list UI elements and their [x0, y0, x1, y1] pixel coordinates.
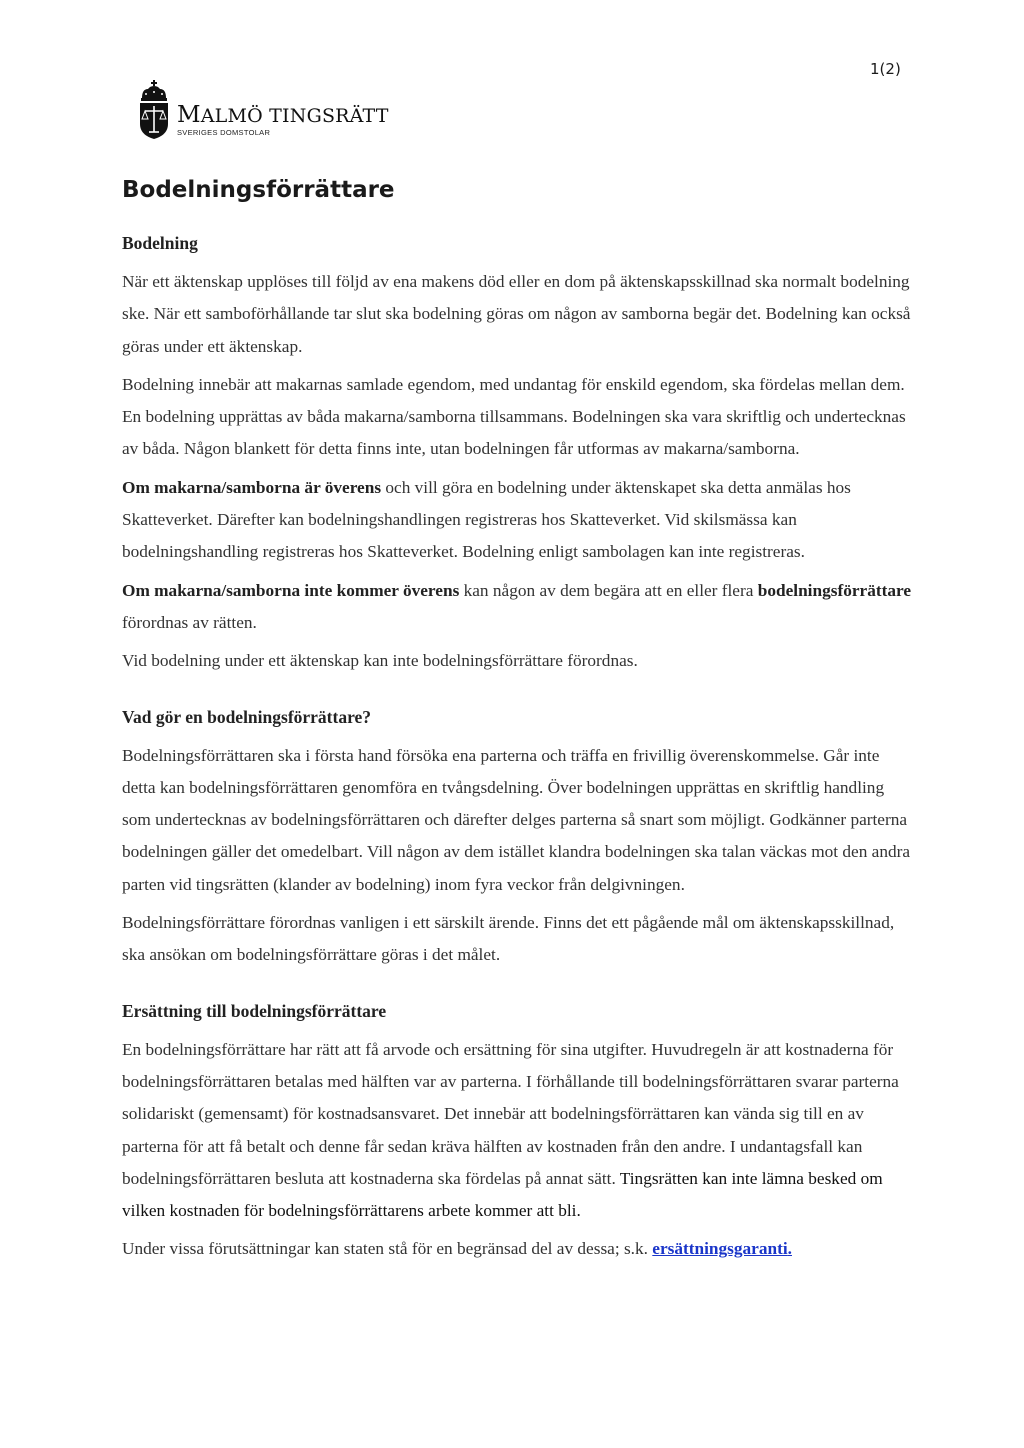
paragraph: Bodelningsförrättaren ska i första hand försöka ena parterna och träffa en frivillig överenskommelse. Går inte detta kan bodelningsförrättaren genomföra en tvångsdelning. Över bodelningen upprättas en skriftlig handling som undertecknas av bodelningsförrättaren och därefter delges parterna så snart som möjligt. Godkänner parterna bodelningen gäller det omedelbart. Vill någon av dem istället klandra bodelningen ska talan väckas mot den andra parten vid tingsrätten (klander av bodelning) inom fyra veckor från delgivningen. [122, 745, 911, 894]
paragraph: En bodelningsförrättare har rätt att få arvode och ersättning för sina utgifter. Huvudregeln är att kostnaderna för bodelningsförrättaren betalas med hälften var av parterna. I förhållande till bodelningsförrättaren svarar parterna solidariskt (gemensamt) för kostnadsansvaret. Det innebär att bodelningsförrättaren kan vända sig till en av parterna för att få betalt och denne får sedan kräva hälften av kostnaden från den andre. I undantagsfall kan bodelningsförrättaren besluta att kostnaderna ska fördelas på annat sätt. Tingsrätten kan inte lämna besked om vilken kostnaden för bodelningsförrättarens arbete kommer att bli. [122, 1039, 899, 1221]
court-logo [137, 80, 389, 140]
paragraph: Bodelning innebär att makarnas samlade egendom, med undantag för enskild egendom, ska fördelas mellan dem. En bodelning upprättas av båda makarna/samborna tillsammans. Bodelningen ska vara skriftlig och undertecknas av båda. Någon blankett för detta finns inte, utan bodelningen får utformas av makarna/samborna. [122, 374, 906, 459]
heading-bodelning: Bodelning [122, 233, 198, 253]
paragraph: När ett äktenskap upplöses till följd av ena makens död eller en dom på äktenskapsskillnad ska normalt bodelning ske. När ett samboförhållande tar slut ska bodelning göras om någon av samborna begär det. Bodelning kan också göras under ett äktenskap. [122, 272, 911, 356]
court-subtitle: SVERIGES DOMSTOLAR [177, 128, 271, 137]
bold-phrase: Om makarna/samborna är överens [122, 477, 382, 497]
heading-ersattning: Ersättning till bodelningsförrättare [122, 1000, 387, 1021]
heading-vad-gor: Vad gör en bodelningsförrättare? [122, 706, 372, 727]
paragraph: Om makarna/samborna inte kommer överens kan någon av dem begära att en eller flera bodelningsförrättare förordnas av rätten. [122, 580, 912, 632]
bold-phrase: Om makarna/samborna inte kommer överens [122, 580, 460, 600]
paragraph: Vid bodelning under ett äktenskap kan inte bodelningsförrättare förordnas. [122, 651, 638, 671]
ersattningsgaranti-link[interactable]: ersättningsgaranti. [652, 1239, 792, 1259]
bold-phrase: bodelningsförrättare [757, 580, 912, 600]
document-title: Bodelningsförrättare [122, 177, 395, 203]
court-name: MALMÖ TINGSRÄTT [177, 102, 389, 128]
paragraph: Bodelningsförrättare förordnas vanligen i ett särskilt ärende. Finns det ett pågående mål om äktenskapsskillnad, ska ansökan om bodelningsförrättare göras i det målet. [122, 913, 895, 965]
royal-crest-icon [137, 80, 171, 140]
paragraph: Om makarna/samborna är överens och vill göra en bodelning under äktenskapet ska detta anmälas hos Skatteverket. Därefter kan bodelningshandlingen registreras hos Skatteverket. Vid skilsmässa kan bodelningshandling registreras hos Skatteverket. Bodelning enligt sambolagen kan inte registreras. [122, 477, 851, 562]
paragraph: Under vissa förutsättningar kan staten stå för en begränsad del av dessa; s.k. ersättningsgaranti. [122, 1239, 792, 1259]
page-number: 1(2) [870, 60, 901, 78]
document-body [122, 170, 912, 1272]
